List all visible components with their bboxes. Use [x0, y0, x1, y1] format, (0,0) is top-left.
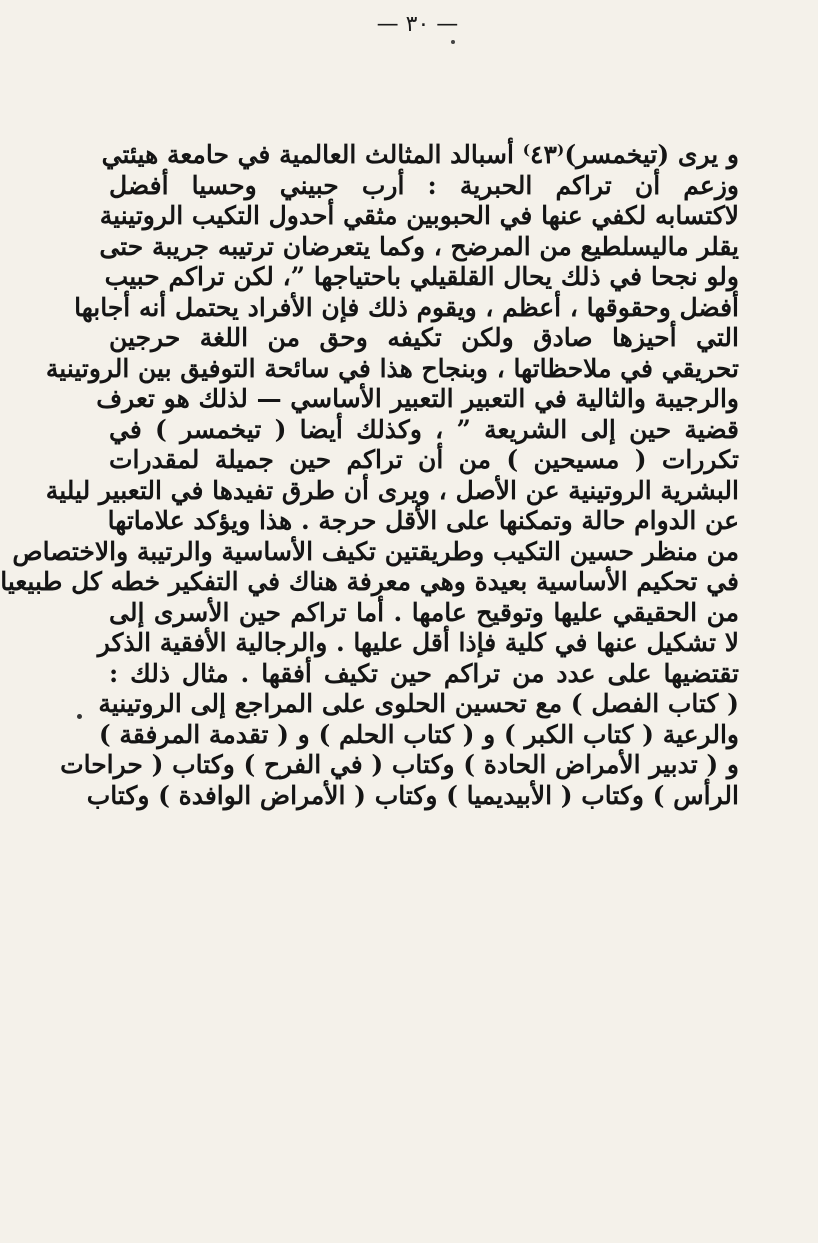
margin-dot-mark	[77, 714, 82, 719]
text-line: تحريقي في ملاحظاتها ، وبنجاح هذا في سائحة التوفيق بين الروتينية	[45, 353, 739, 383]
text-line: الرأس ) وكتاب ( الأبيديميا ) وكتاب ( الأمراض الوافدة ) وكتاب	[86, 780, 739, 810]
text-line: أفضل وحقوقها ، أعظم ، ويقوم ذلك فإن الأفراد يحتمل أنه أجابها	[74, 292, 739, 322]
text-line: لا تشكيل عنها في كلية فإذا أقل عليها . والرجالية الأفقية الذكر	[97, 628, 739, 657]
text-line: ( كتاب الفصل ) مع تحسين الحلوى على المراجع إلى الروتينية	[98, 689, 739, 718]
text-line: من منظر حسين التكيب وطريقتين تكيف الأساسية والرتيبة والاختصاص	[12, 536, 739, 566]
text-line: البشرية الروتينية عن الأصل ، ويرى أن طرق تفيدها في التعبير ليلية	[45, 475, 739, 505]
body-text	[0, 140, 739, 970]
text-line: لاكتسابه لكفي عنها في الحبوبين مثقي أحدول التكيب الروتينية	[99, 201, 739, 230]
text-line: في تحكيم الأساسية بعيدة وهي معرفة هناك في التفكير خطه كل طبيعيا	[0, 567, 739, 596]
text-line: و ( تدبير الأمراض الحادة ) وكتاب ( في الفرح ) وكتاب ( حراحات	[60, 750, 739, 779]
text-line: التي أحيزها صادق ولكن تكيفه وحق من اللغة حرجين	[109, 323, 739, 352]
text-line: و يرى (تيخمسر)⁽٤٣⁾ أسبالد المثالث العالمية في حامعة هيئتي	[101, 140, 739, 169]
text-line: يقلر ماليسلطيع من المرضح ، وكما يتعرضان ترتيبه جريبة حتى	[99, 231, 739, 261]
text-line: عن الدوام حالة وتمكنها على الأقل حرجة . هذا ويؤكد علاماتها	[107, 506, 739, 535]
text-line: تقتضيها على عدد من تراكم حين تكيف أفقها . مثال ذلك :	[109, 658, 739, 688]
text-line: تكررات ( مسيحين ) من أن تراكم حين جميلة لمقدرات	[109, 445, 739, 474]
text-line: من الحقيقي عليها وتوقيح عامها . أما تراكم حين الأسرى إلى	[109, 597, 739, 627]
page-number: — ٣٠ —	[376, 12, 459, 37]
text-line: قضية حين إلى الشريعة ” ، وكذلك أيضا ( تيخمسر ) في	[109, 414, 739, 444]
text-line: والرعية ( كتاب الكبر ) و ( كتاب الحلم ) و ( تقدمة المرفقة )	[98, 719, 739, 749]
header-dot-mark	[451, 40, 455, 44]
text-line: والرجيبة والثالية في التعبير التعبير الأساسي — لذلك هو تعرف	[96, 384, 739, 413]
text-line: وزعم أن تراكم الحبرية : أرب حبيني وحسيا أفضل	[109, 170, 739, 200]
text-line: ولو نجحا في ذلك يحال القلقيلي باحتياجها ”، لكن تراكم حبيب	[104, 262, 739, 291]
